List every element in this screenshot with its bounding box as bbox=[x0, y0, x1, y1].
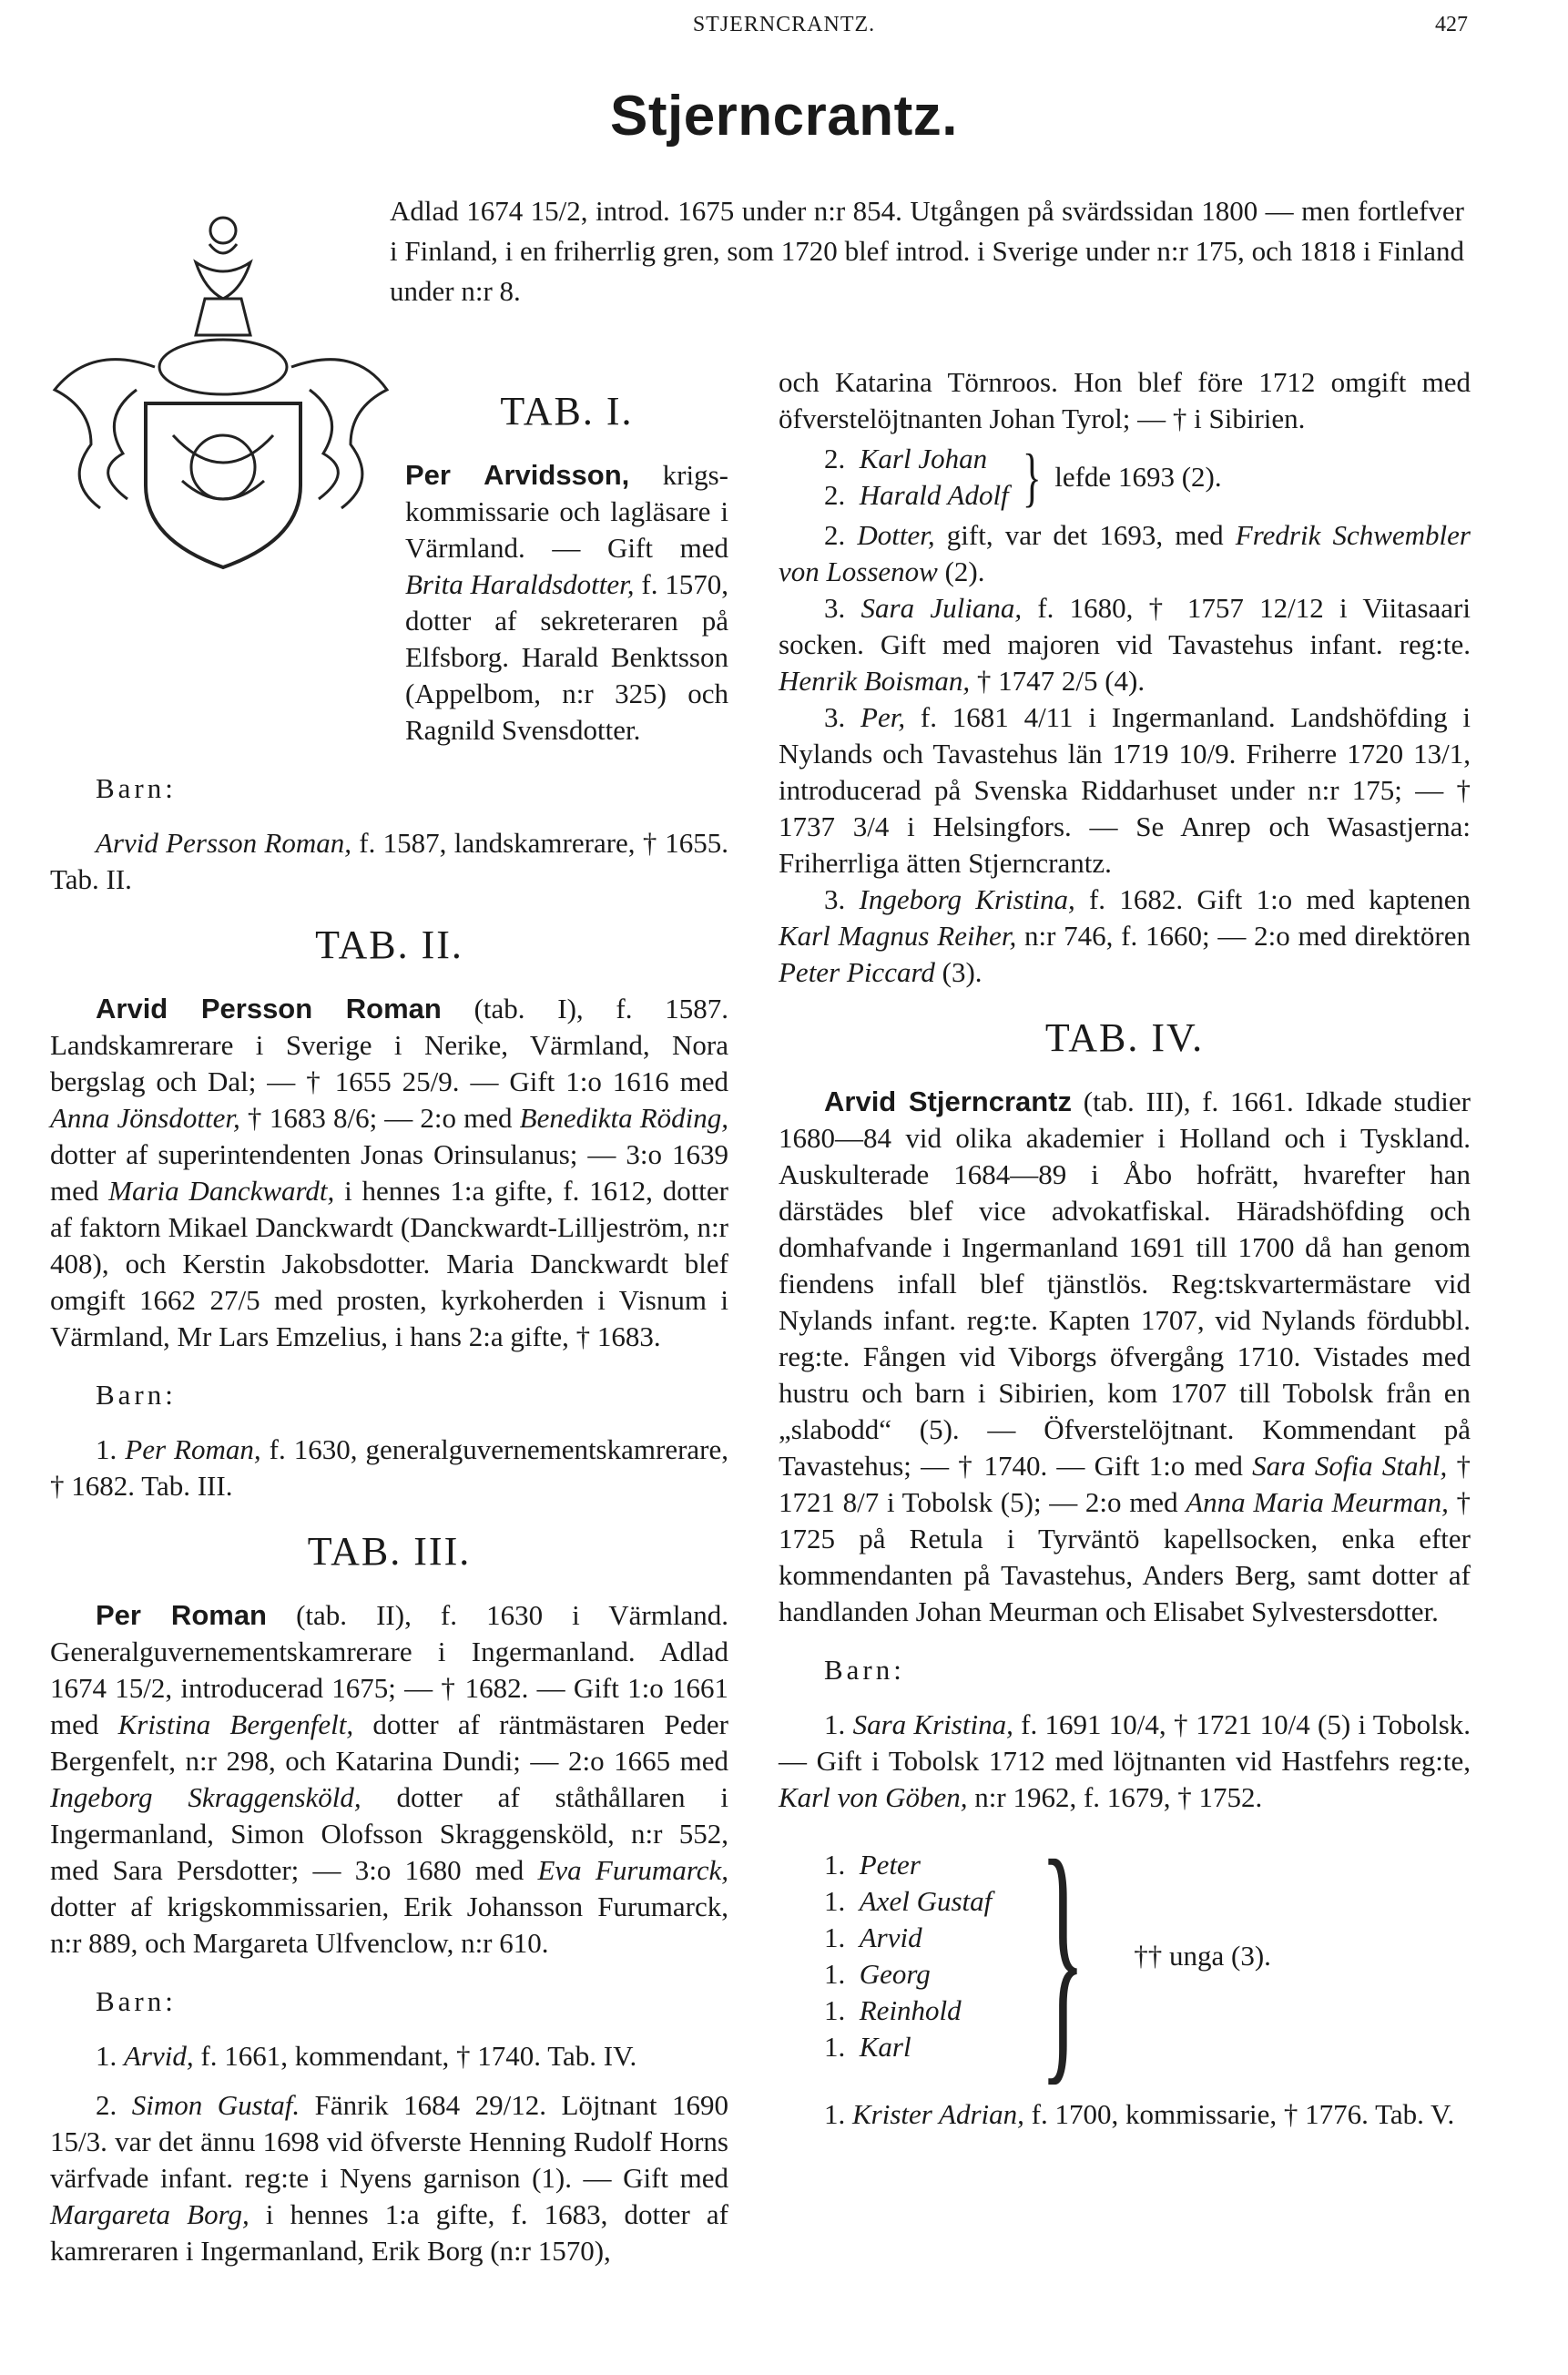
sons-group bbox=[824, 1805, 1471, 2107]
dotter-entry bbox=[779, 517, 1471, 590]
tab2-heading: TAB. II. bbox=[315, 922, 463, 967]
son-row-name: Peter bbox=[859, 1849, 921, 1881]
tab1-paragraph bbox=[405, 457, 728, 749]
brace-glyph: } bbox=[1022, 441, 1042, 514]
twin-row-name: Karl Johan bbox=[859, 443, 988, 474]
tab3-wife3: Eva Furumarck, bbox=[537, 1854, 728, 1886]
son-row-number: 1. bbox=[824, 1958, 846, 1990]
son-row bbox=[824, 2029, 992, 2065]
per-entry bbox=[779, 699, 1471, 882]
son-row-name: Reinhold bbox=[859, 1994, 962, 2026]
son-row bbox=[824, 1847, 992, 1883]
krister-text: f. 1700, kommissarie, † 1776. Tab. V. bbox=[1023, 2098, 1455, 2130]
son-row-number: 1. bbox=[824, 1994, 846, 2026]
twin-row bbox=[824, 441, 1009, 477]
tab3-text4: dotter af krigskommissarien, Erik Johansson Furumarck, n:r 889, och Margareta Ulfvenclow, n:r 610. bbox=[50, 1891, 728, 1959]
ingeborg-text3: (3). bbox=[934, 956, 983, 988]
tab2-child-name: Per Roman, bbox=[125, 1433, 261, 1465]
tab4-wife2: Anna Maria Meurman, bbox=[1186, 1486, 1449, 1518]
ingeborg-text: f. 1682. Gift 1:o med kaptenen bbox=[1074, 883, 1471, 915]
son-row-name: Georg bbox=[859, 1958, 931, 1990]
krister-prefix: 1. bbox=[824, 2098, 852, 2130]
son-row-number: 1. bbox=[824, 2031, 846, 2063]
tab4-name: Arvid Stjerncrantz bbox=[824, 1086, 1073, 1117]
tab2-text1: (tab. I), f. 1587. Landskamrerare i Sverige i Nerike, Värmland, Nora bergslag och Dal; — † 1655 25/9. — Gift 1:o 1616 med bbox=[50, 993, 728, 1097]
tab3-child2-name: Simon Gustaf. bbox=[131, 2089, 300, 2121]
twins-note: lefde 1693 (2). bbox=[1054, 461, 1222, 493]
sara-name: Sara Juliana, bbox=[860, 592, 1023, 624]
right-column bbox=[779, 364, 1471, 2133]
twins-group bbox=[824, 441, 1471, 514]
tab1-child bbox=[50, 825, 728, 898]
tab2-child bbox=[50, 1432, 728, 1504]
son-row bbox=[824, 1993, 992, 2029]
page-number: 427 bbox=[1435, 13, 1468, 36]
tab2-text3: dotter af superintendenten Jonas Orinsulanus; — 3:o 1639 med bbox=[50, 1138, 728, 1207]
ingeborg-husband1: Karl Magnus Reiher, bbox=[779, 920, 1017, 952]
spacer bbox=[845, 443, 860, 474]
sons-note: †† unga (3). bbox=[1134, 1940, 1271, 1972]
tab2-paragraph bbox=[50, 991, 728, 1355]
tab2-child-text: f. 1630, generalguvernementskamrerare, † 1682. Tab. III. bbox=[50, 1433, 728, 1502]
tab4-child1-name: Sara Kristina, bbox=[852, 1708, 1013, 1740]
tab3-name: Per Roman bbox=[96, 1599, 267, 1631]
tab1-name: Per Arvidsson, bbox=[405, 459, 630, 491]
brace-glyph: } bbox=[1040, 1805, 1086, 2107]
tab3-heading: TAB. III. bbox=[307, 1529, 472, 1574]
twins-list bbox=[824, 441, 1009, 514]
page-title: Stjerncrantz. bbox=[609, 85, 959, 148]
dotter-husband: Fredrik Schwembler von Lossenow bbox=[779, 519, 1471, 587]
ingeborg-name: Ingeborg Kristina, bbox=[859, 883, 1075, 915]
tab4-child1-husband: Karl von Göben, bbox=[779, 1781, 968, 1813]
krister-name: Krister Adrian, bbox=[852, 2098, 1024, 2130]
tab4-child1-text: f. 1691 10/4, † 1721 10/4 (5) i Tobolsk. — Gift i Tobolsk 1712 med löjtnanten vid Hastfehrs reg:te, bbox=[779, 1708, 1471, 1777]
tab2-wife3: Maria Danckwardt, bbox=[108, 1175, 335, 1207]
tab4-barn-label: Barn: bbox=[824, 1654, 905, 1686]
tab3-child1-name: Arvid, bbox=[124, 2040, 194, 2072]
tab1-barn-label: Barn: bbox=[96, 772, 177, 804]
ingeborg-entry bbox=[779, 882, 1471, 991]
dotter-text2: (2). bbox=[937, 556, 985, 587]
tab1-child-name: Arvid Persson Roman, bbox=[96, 827, 351, 859]
sons-list bbox=[824, 1847, 992, 2065]
dotter-prefix: 2. bbox=[824, 519, 858, 551]
twin-row-number: 2. bbox=[824, 479, 846, 511]
tab4-text1: (tab. III), f. 1661. Idkade studier 1680—84 vid olika akademier i Holland och i Tyskland. Auskulterade 1684—89 i Åbo hofrätt, hvarefter han därstädes blef vice advokatfiskal. Häradshöfding och domhafvande i Ingermanland 1691 till 1700 då han genom fiendens infall blef tjänstlös. Reg:tskvartermästare vid Nylands infant. reg:te. Kapten 1707, vid Nylands fördubbl. reg:te. Fången vid Viborgs öfvergång 1710. Vistades med hustru och barn i Sibirien, kom 1707 till Tobolsk från en „slabodd“ (5). — Öfverstelöjtnant. Kommendant på Tavastehus; — † 1740. — Gift 1:o med bbox=[779, 1086, 1471, 1482]
twin-row bbox=[824, 477, 1009, 514]
son-row-number: 1. bbox=[824, 1921, 846, 1953]
tab4-child1-prefix: 1. bbox=[824, 1708, 853, 1740]
continuation-text: och Katarina Törnroos. Hon blef före 1712 omgift med öfverstelöjtnanten Johan Tyrol; — † i Sibirien. bbox=[779, 366, 1471, 434]
tab4-child1-text2: n:r 1962, f. 1679, † 1752. bbox=[967, 1781, 1263, 1813]
tab1-heading: TAB. I. bbox=[500, 389, 634, 433]
tab2-barn-label: Barn: bbox=[96, 1379, 177, 1411]
tab3-child2-prefix: 2. bbox=[96, 2089, 132, 2121]
per-text: f. 1681 4/11 i Ingermanland. Landshöfding i Nylands och Tavastehus län 1719 10/9. Friherre 1720 13/1, introducerad på Svenska Riddarhuset under n:r 175; — † 1737 3/4 i Helsingfors. — Se Anrep och Wasastjerna: Friherrliga ätten Stjerncrantz. bbox=[779, 701, 1471, 879]
tab3-child2 bbox=[50, 2087, 728, 2269]
spacer bbox=[845, 1921, 860, 1953]
sara-prefix: 3. bbox=[824, 592, 861, 624]
tab3-wife1: Kristina Bergenfelt, bbox=[117, 1708, 354, 1740]
tab3-barn-label: Barn: bbox=[96, 1985, 177, 2017]
tab2-name: Arvid Persson Roman bbox=[96, 993, 442, 1024]
spacer bbox=[845, 1885, 860, 1917]
son-row-name: Axel Gustaf bbox=[859, 1885, 993, 1917]
tab3-text1: (tab. II), f. 1630 i Värmland. Generalguvernementskamrerare i Ingermanland. Adlad 1674 15/2, introducerad 1675; — † 1682. — Gift 1:o 1661 med bbox=[50, 1599, 728, 1740]
tab3-child2-wife: Margareta Borg, bbox=[50, 2198, 249, 2230]
tab1-child-text: f. 1587, landskamrerare, † 1655. Tab. II. bbox=[50, 827, 728, 895]
tab2-text4: i hennes 1:a gifte, f. 1612, dotter af faktorn Mikael Danckwardt (Danckwardt-Lilljeström, n:r 408), och Kerstin Jakobsdotter. Maria Danckwardt blef omgift 1662 27/5 med prosten, kyrkoherden i Visnum i Värmland, Mr Lars Emzelius, i hans 2:a gifte, † 1683. bbox=[50, 1175, 728, 1352]
tab3-child1-text: f. 1661, kommendant, † 1740. Tab. IV. bbox=[193, 2040, 637, 2072]
tab2-wife2: Benedikta Röding, bbox=[519, 1102, 728, 1134]
sara-entry bbox=[779, 590, 1471, 699]
krister-entry bbox=[779, 2096, 1471, 2133]
tab1-wife: Brita Haraldsdotter, bbox=[405, 568, 635, 600]
sara-text2: † 1747 2/5 (4). bbox=[970, 665, 1145, 697]
son-row-number: 1. bbox=[824, 1849, 846, 1881]
tab1-text1: krigs-kommissarie och lagläsare i Värmland. — Gift med bbox=[405, 459, 729, 564]
spacer bbox=[845, 1958, 860, 1990]
twin-row-number: 2. bbox=[824, 443, 846, 474]
son-row-name: Arvid bbox=[859, 1921, 922, 1953]
spacer bbox=[845, 2031, 860, 2063]
spacer bbox=[845, 479, 860, 511]
tab3-text3: dotter af ståthållaren i Ingermanland, Simon Olofsson Skraggensköld, n:r 552, med Sara Persdotter; — 3:o 1680 med bbox=[50, 1781, 728, 1886]
dotter-text: gift, var det 1693, med bbox=[934, 519, 1236, 551]
son-row-number: 1. bbox=[824, 1885, 846, 1917]
ingeborg-text2: n:r 746, f. 1660; — 2:o med direktören bbox=[1016, 920, 1471, 952]
tab4-child1 bbox=[779, 1707, 1471, 1816]
tab4-heading: TAB. IV. bbox=[1044, 1015, 1205, 1060]
tab4-text3: † 1725 på Retula i Tyrväntö kapellsocken, enka efter kommendanten på Tavastehus, Anders Berg, samt dotter af handlanden Johan Meurman och Elisabet Sylvestersdotter. bbox=[779, 1486, 1471, 1627]
spacer bbox=[845, 1994, 860, 2026]
tab3-text2: dotter af räntmästaren Peder Bergenfelt, n:r 298, och Katarina Dundi; — 2:o 1665 med bbox=[50, 1708, 729, 1777]
tab3-wife2: Ingeborg Skraggensköld, bbox=[50, 1781, 361, 1813]
sara-husband: Henrik Boisman, bbox=[779, 665, 971, 697]
sara-text: f. 1680, † 1757 12/12 i Viitasaari socken. Gift med majoren vid Tavastehus infant. reg:te. bbox=[779, 592, 1471, 660]
tab3-child1-prefix: 1. bbox=[96, 2040, 124, 2072]
tab3-child2-text: Fänrik 1684 29/12. Löjtnant 1690 15/3. var det ännu 1698 vid öfverste Henning Rudolf Horns värfvade infant. reg:te i Nyens garnison (1). — Gift med bbox=[50, 2089, 728, 2194]
son-row-name: Karl bbox=[859, 2031, 911, 2063]
tab3-paragraph bbox=[50, 1597, 728, 1962]
tab2-text2: † 1683 8/6; — 2:o med bbox=[239, 1102, 520, 1134]
tab1-text2: f. 1570, dotter af sekreteraren på Elfsborg. Harald Benktsson (Appelbom, n:r 325) och Ragnild Svensdotter. bbox=[405, 568, 729, 746]
per-name: Per, bbox=[860, 701, 906, 733]
son-row bbox=[824, 1956, 992, 1993]
tab2-wife1: Anna Jönsdotter, bbox=[50, 1102, 240, 1134]
intro-text: Adlad 1674 15/2, introd. 1675 under n:r 854. Utgången på svärdssidan 1800 — men fortlefver i Finland, i en friherrlig gren, som 1720 blef introd. i Sverige under n:r 175, och 1818 i Finland under n:r 8. bbox=[390, 195, 1464, 307]
twin-row-name: Harald Adolf bbox=[859, 479, 1009, 511]
son-row bbox=[824, 1883, 992, 1920]
tab3-child1 bbox=[50, 2038, 728, 2074]
tab4-text2: † 1721 8/7 i Tobolsk (5); — 2:o med bbox=[779, 1450, 1471, 1518]
tab4-wife1: Sara Sofia Stahl, bbox=[1252, 1450, 1448, 1482]
tab2-child-prefix: 1. bbox=[96, 1433, 126, 1465]
per-prefix: 3. bbox=[824, 701, 861, 733]
tab4-paragraph bbox=[779, 1084, 1471, 1630]
dotter-name: Dotter, bbox=[857, 519, 935, 551]
son-row bbox=[824, 1920, 992, 1956]
spacer bbox=[845, 1849, 860, 1881]
left-column bbox=[50, 364, 728, 2269]
ingeborg-prefix: 3. bbox=[824, 883, 860, 915]
tab1-heading-block bbox=[405, 388, 728, 435]
ingeborg-husband2: Peter Piccard bbox=[779, 956, 935, 988]
tab3-child2-text2: i hennes 1:a gifte, f. 1683, dotter af kamreraren i Ingermanland, Erik Borg (n:r 1570), bbox=[50, 2198, 729, 2267]
running-head: STJERNCRANTZ. bbox=[692, 13, 876, 36]
